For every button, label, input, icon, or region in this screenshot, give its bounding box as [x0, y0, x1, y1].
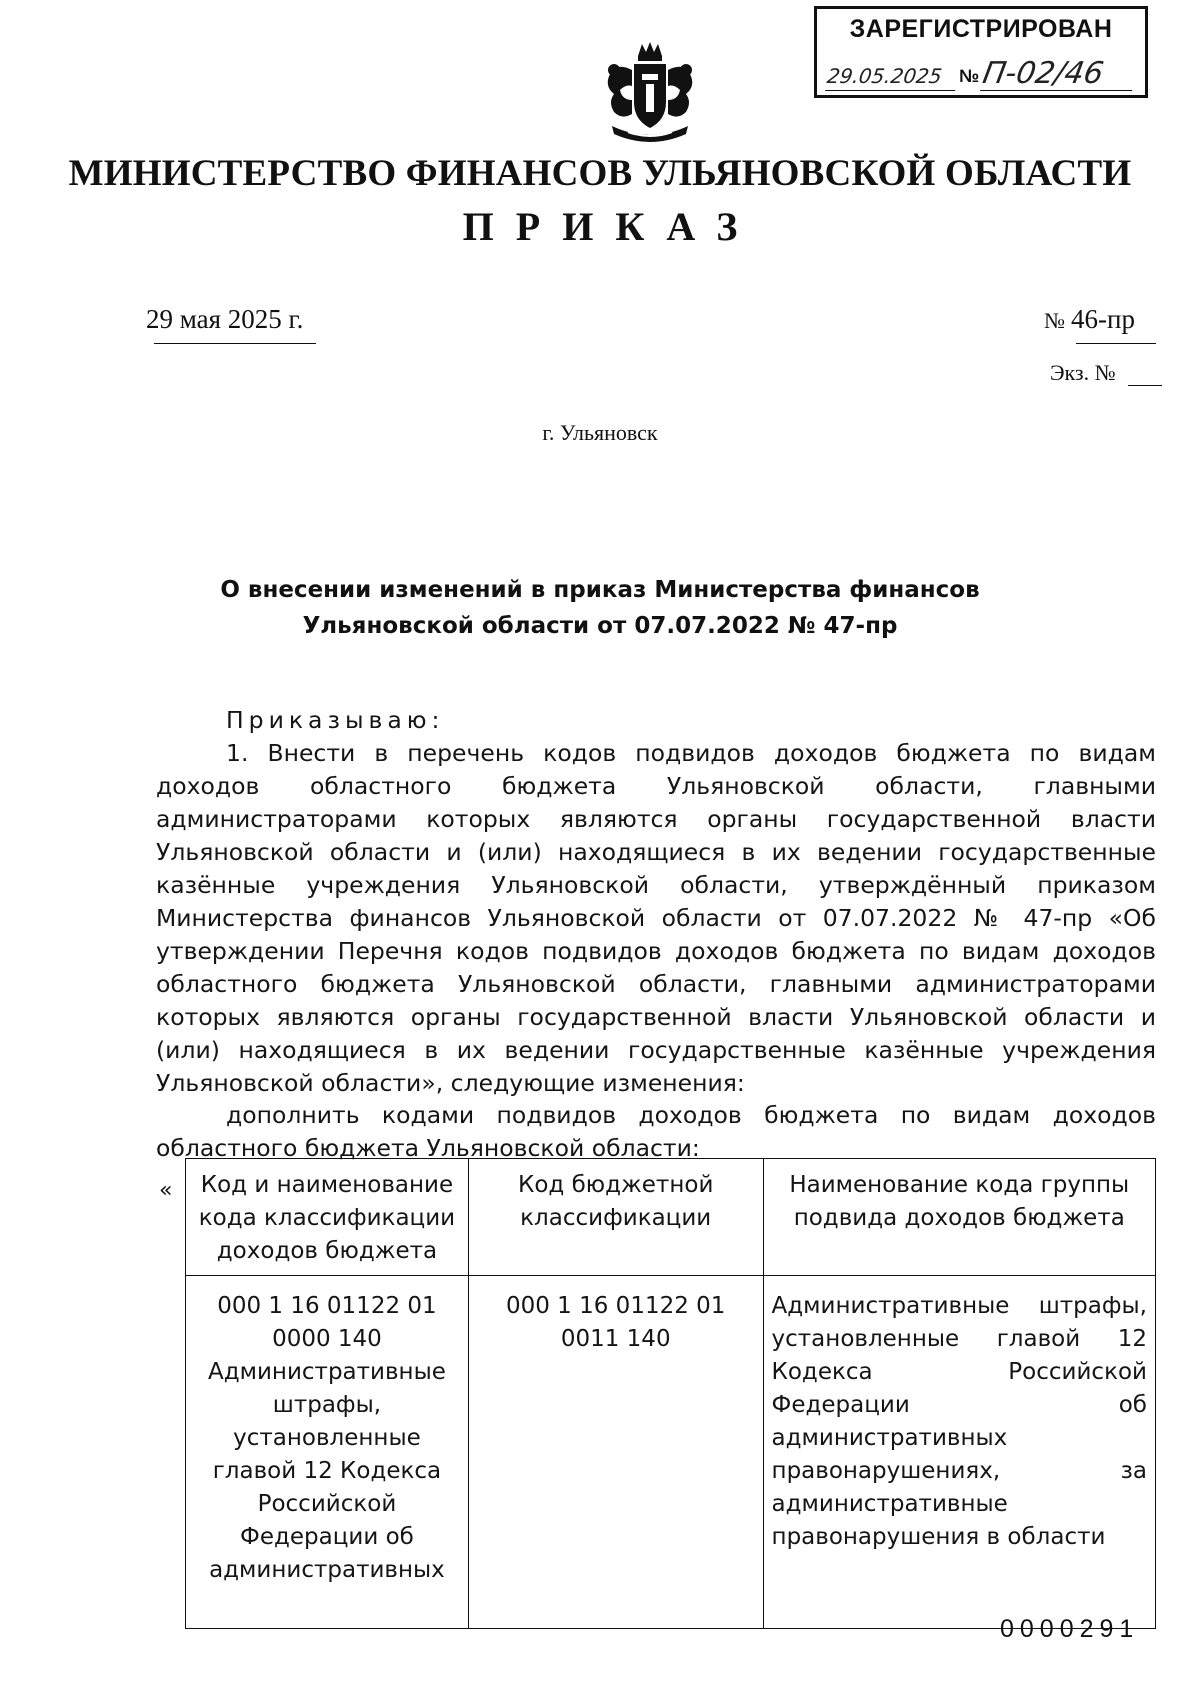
order-lead: Приказываю: [226, 706, 445, 734]
number-label: № [1044, 308, 1065, 333]
table-header-row [186, 1159, 1156, 1276]
income-codes-table [185, 1158, 1156, 1629]
cell-group-name: Административные штрафы, установленные главой 12 Кодекса Российской Федерации об административных правонарушениях, за административные правонарушения в области [763, 1276, 1155, 1629]
opening-quote: « [159, 1178, 173, 1203]
cell-budget-code: 000 1 16 01122 01 0011 140 [468, 1276, 763, 1629]
header-code-and-name: Код и наименование кода классификации доходов бюджета [186, 1159, 469, 1276]
cell-code-and-name: 000 1 16 01122 01 0000 140 Административные штрафы, установленные главой 12 Кодекса Российской Федерации об административных [186, 1276, 469, 1629]
number-underline [1076, 343, 1156, 344]
header-budget-code: Код бюджетной классификации [468, 1159, 763, 1276]
order-subject [160, 572, 1040, 644]
subject-line-1: О внесении изменений в приказ Министерства финансов [220, 577, 980, 603]
stamp-date: 29.05.2025 [825, 64, 959, 91]
blank-serial-number: 0000291 [1000, 1615, 1140, 1643]
stamp-reg-number: П-02/46 [980, 58, 1138, 91]
table-row [186, 1276, 1156, 1629]
stamp-number-label: № [959, 66, 980, 86]
date-underline [154, 343, 316, 344]
header-group-name: Наименование кода группы подвида доходов бюджета [763, 1159, 1155, 1276]
stamp-registration-line [827, 53, 1135, 91]
copy-number-blank [1128, 385, 1162, 386]
order-date: 29 мая 2025 г. [146, 304, 304, 334]
paragraph-1: 1. Внести в перечень кодов подвидов доходов бюджета по видам доходов областного бюджета Ульяновской области, главными администраторами которых являются органы государственной власти Ульяновской области и (или) находящиеся в их ведении государственные казённые учреждения Ульяновской области, утверждённый приказом Министерства финансов Ульяновской области от 07.07.2022 № 47-пр «Об утверждении Перечня кодов подвидов доходов бюджета по видам доходов областного бюджета Ульяновской области, главными администраторами которых являются органы государственной власти Ульяновской области и (или) находящиеся в их ведении государственные казённые учреждения Ульяновской области», следующие изменения: [156, 739, 1156, 1097]
paragraph-2: дополнить кодами подвидов доходов бюджета по видам доходов областного бюджета Ульяновской области: [156, 1101, 1156, 1162]
ministry-name: МИНИСТЕРСТВО ФИНАНСОВ УЛЬЯНОВСКОЙ ОБЛАСТИ [68, 153, 1132, 194]
coat-of-arms-icon [598, 40, 702, 150]
order-number [1044, 304, 1135, 335]
city: г. Ульяновск [542, 420, 658, 445]
number-value: 46-пр [1071, 304, 1135, 334]
registration-stamp [814, 6, 1148, 98]
copy-number-label: Экз. № [1050, 360, 1116, 385]
document-type: ПРИКАЗ [462, 204, 760, 249]
stamp-title: ЗАРЕГИСТРИРОВАН [849, 15, 1113, 43]
subject-line-2: Ульяновской области от 07.07.2022 № 47-пр [302, 613, 898, 639]
